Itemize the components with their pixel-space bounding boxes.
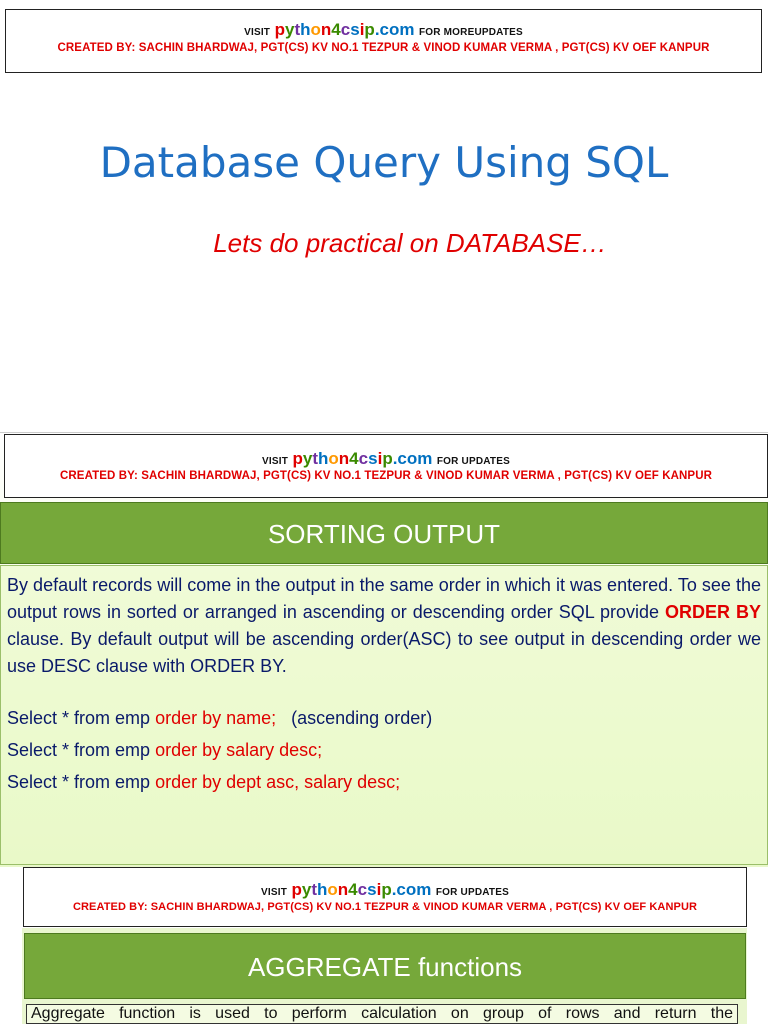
query-line [7, 702, 761, 734]
site-letter: n [337, 880, 349, 899]
visit-line [24, 880, 746, 900]
slide2-header [4, 434, 768, 498]
query-prefix: Select * from emp [7, 740, 156, 760]
site-letter: p [381, 880, 392, 899]
section-heading-sorting [0, 502, 768, 564]
site-link[interactable] [291, 880, 431, 899]
query-line [7, 734, 761, 766]
query-line [7, 766, 761, 798]
sorting-content [0, 565, 768, 865]
section-heading-text: SORTING OUTPUT [267, 519, 501, 549]
query-note: (ascending order) [276, 708, 433, 728]
site-letter: c [358, 449, 369, 468]
site-letter: h [318, 449, 329, 468]
site-letter: h [300, 20, 311, 39]
description-text: By default records will come in the output in the same order in which it was entered. To see the output rows in sorted or arranged in ascending or descending order SQL provide [7, 575, 761, 622]
site-letter: s [367, 880, 377, 899]
site-letter: p [274, 20, 285, 39]
visit-label: VISIT [244, 27, 271, 38]
query-clause: order by salary desc; [155, 740, 323, 760]
site-letter: 4 [331, 20, 341, 39]
site-link[interactable] [292, 449, 432, 468]
site-letter: s [350, 20, 360, 39]
updates-label: FOR UPDATES [436, 456, 510, 467]
aggregate-description: Aggregate function is used to perform calculation on group of rows and return the [26, 1004, 738, 1024]
visit-label: VISIT [262, 456, 289, 467]
description-text-cont: clause. By default output will be ascending order(ASC) to see output in descending order we use DESC clause with ORDER BY. [7, 629, 761, 676]
site-letter: p [364, 20, 375, 39]
section-heading-text: AGGREGATE functions [247, 952, 523, 982]
site-letter: p [291, 880, 302, 899]
credit-line: CREATED BY: SACHIN BHARDWAJ, PGT(CS) KV NO.1 TEZPUR & VINOD KUMAR VERMA , PGT(CS) KV OEF KANPUR [57, 42, 710, 54]
site-letter: o [327, 880, 338, 899]
site-letter: o [310, 20, 321, 39]
site-letter: p [292, 449, 303, 468]
query-prefix: Select * from emp [7, 772, 156, 792]
site-letter: t [294, 20, 301, 39]
site-letter: i [377, 449, 383, 468]
slide1-header [5, 9, 762, 73]
visit-line [5, 449, 767, 469]
site-letter: .com [392, 449, 433, 468]
query-clause: order by dept asc, salary desc; [155, 772, 401, 792]
credit-line: CREATED BY: SACHIN BHARDWAJ, PGT(CS) KV NO.1 TEZPUR & VINOD KUMAR VERMA , PGT(CS) KV OEF KANPUR [72, 901, 698, 913]
site-letter: n [320, 20, 332, 39]
visit-label: VISIT [261, 887, 288, 898]
site-letter: p [382, 449, 393, 468]
site-letter: i [359, 20, 365, 39]
site-letter: .com [374, 20, 415, 39]
site-letter: s [368, 449, 378, 468]
credit-line: CREATED BY: SACHIN BHARDWAJ, PGT(CS) KV NO.1 TEZPUR & VINOD KUMAR VERMA , PGT(CS) KV OEF KANPUR [59, 470, 713, 482]
site-letter: h [317, 880, 328, 899]
slide3-header [23, 867, 747, 927]
site-letter: y [284, 20, 295, 39]
slide-subtitle: Lets do practical on DATABASE… [213, 228, 607, 258]
site-link[interactable] [275, 20, 415, 39]
site-letter: .com [391, 880, 432, 899]
slide-title: Database Query Using SQL [99, 138, 669, 187]
site-letter: y [302, 449, 313, 468]
section-heading-aggregate [24, 933, 746, 999]
query-prefix: Select * from emp [7, 708, 156, 728]
updates-label: FOR MOREUPDATES [418, 27, 523, 38]
site-letter: c [340, 20, 351, 39]
site-letter: t [311, 880, 317, 899]
site-letter: 4 [348, 880, 358, 899]
site-letter: i [376, 880, 382, 899]
site-letter: t [312, 449, 318, 468]
order-by-keyword: ORDER BY [665, 602, 761, 622]
site-letter: n [338, 449, 350, 468]
site-letter: y [301, 880, 312, 899]
visit-line [6, 20, 761, 40]
sorting-description [7, 572, 761, 680]
updates-label: FOR UPDATES [435, 887, 509, 898]
site-letter: o [328, 449, 339, 468]
site-letter: 4 [349, 449, 359, 468]
site-letter: c [357, 880, 368, 899]
query-clause: order by name; [155, 708, 277, 728]
